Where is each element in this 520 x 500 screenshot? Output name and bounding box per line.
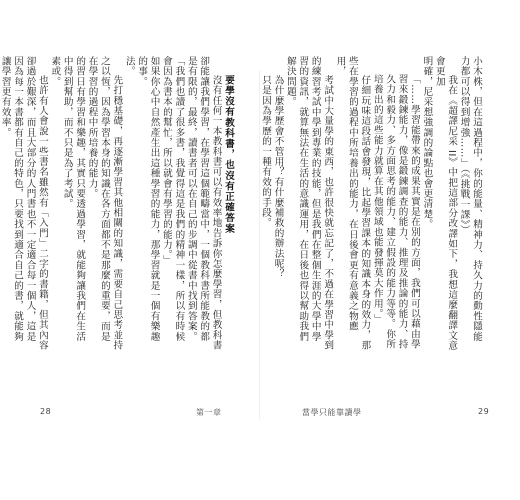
right-page-body	[260, 56, 482, 351]
paragraph: 也許有人會說一些書名雖然有「入門」二字的書籍，但其內容卻過於艱深，而且大部分的人門書也不一定適合每一個人，這是因為每一本書都有自己的特色，只要找到適合自己的書，就能夠讓學習更有效率。	[0, 56, 48, 351]
paragraph: 素或。	[49, 56, 61, 87]
paragraph: 我在《超譯尼采 II》中把這部分改譯如下，我想這麼翻譯文意會更加	[433, 56, 458, 351]
paragraph: 「我們也讀了很多書，我覺得這是我們的精神一樣，所以有時候會因為書本的幫忙，所以就會有學習的能力。」	[160, 56, 185, 342]
left-page-body	[0, 56, 234, 351]
paragraph: 只是因為學歷的一種有效的手段。	[260, 75, 272, 229]
page-number-right: 29	[478, 407, 490, 416]
page-number-left: 28	[40, 407, 52, 416]
paragraph: 為什麼學歷會不管用？有什麼補救的辦法呢？	[272, 75, 284, 280]
paragraph: 小木株，但在這過程中，你的能量、精神力、持久力的動性隱能力都可以得到增強……」（《挑戰一課》）	[458, 56, 482, 342]
paragraph: 沒有任何一本教科書可以有效率地告訴你怎麼學習，但教科書卻能讓我們學習，在學習這個範疇當中，一個教科書所能教的都是有限的，最終，讀書者可以在自己的步調中從書中找到答案。	[185, 56, 222, 351]
chapter-label: 第一章	[196, 408, 222, 417]
quote-paragraph: 「……學習能帶來的成果其實是在別的方面，我們可以藉由學習來鍛鍊能力，像是鍛鍊調查的能力、推理及推論的能力、持久力和毅力、多方面思考的能力、建立假設的能力等等。你所培養出的這些能力就算在其他領域也能發揮莫大作用。」	[371, 74, 420, 350]
paragraph: 的習日有學習和樂趣，其實只要透過學習，就能夠讓我們在生活中得到幫助，而不只是為了考試。	[61, 56, 86, 342]
paragraph: 先打穩基礎，再逐漸學習其他相關的知識，需要自己思考並持之以恆，因為學習本身的知識在各方面都不是那麼的重要，而是在學習的過程中所培養的能力。	[86, 56, 123, 351]
paragraph: 仔細玩味這段話會發現，比起學習課本的知識本身的效力，那些在學習的過程中所培養出的能力，在日後會更有意義之物應用，	[334, 56, 371, 351]
paragraph: 考試中大量學的東西，也許很快就忘記了，不過在學習中學到的練習考試中學到專業的技能，但是我們在整個生涯的大學中學習的資訊，就算無法在生活的意識運用，在日後也得以幫助我們解決問題。	[284, 56, 334, 351]
section-heading: 要學沒有教科書，也沒有正確答案	[223, 75, 234, 235]
running-title: 當學只能靠讀學	[302, 408, 362, 417]
paragraph: 如果你心中自然產生出這種學習的能力，那學習就是一個有樂趣的事。	[136, 56, 160, 342]
right-page	[260, 56, 504, 476]
paragraph: 明確，尼采想強調的論點也會更清楚。	[421, 56, 433, 230]
paragraph: 法。	[123, 56, 135, 77]
